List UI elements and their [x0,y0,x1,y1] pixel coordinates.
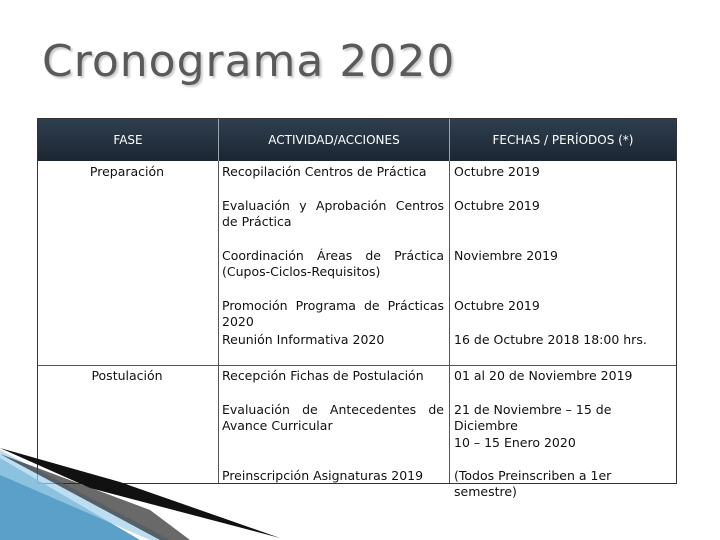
activity-cell: Evaluación y Aprobación Centros de Práctica [222,198,444,229]
table-header [38,119,676,161]
slide-title: Cronograma 2020 [42,36,456,87]
activity-cell: Recepción Fichas de Postulación [222,368,424,383]
header-dates: FECHAS / PERÍODOS (*) [492,133,634,147]
phase-label: Preparación [89,164,165,179]
date-cell: Noviembre 2019 [454,248,559,263]
date-cell: 21 de Noviembre – 15 de Diciembre [454,402,612,433]
date-cell: Octubre 2019 [454,164,540,179]
date-cell: (Todos Preinscriben a 1er semestre) [454,468,612,499]
activity-cell: Preinscripción Asignaturas 2019 [222,468,424,483]
activity-cell: Evaluación de Antecedentes de Avance Curricular [222,402,444,433]
date-cell: Octubre 2019 [454,298,540,313]
header-activity: ACTIVIDAD/ACCIONES [268,133,400,147]
activity-cell: Promoción Programa de Prácticas 2020 [222,298,444,329]
date-cell: Octubre 2019 [454,198,540,213]
phase-divider [38,365,676,366]
date-cell: 16 de Octubre 2018 18:00 hrs. [454,332,647,347]
phase-label: Postulación [91,368,163,383]
column-divider [449,161,450,483]
activity-cell: Reunión Informativa 2020 [222,332,385,347]
decorative-swoosh [0,430,300,540]
date-cell: 10 – 15 Enero 2020 [454,435,576,450]
header-phase: FASE [113,133,143,147]
activity-cell: Coordinación Áreas de Práctica (Cupos-Ciclos-Requisitos) [222,248,444,279]
date-cell: 01 al 20 de Noviembre 2019 [454,368,633,383]
activity-cell: Recopilación Centros de Práctica [222,164,427,179]
